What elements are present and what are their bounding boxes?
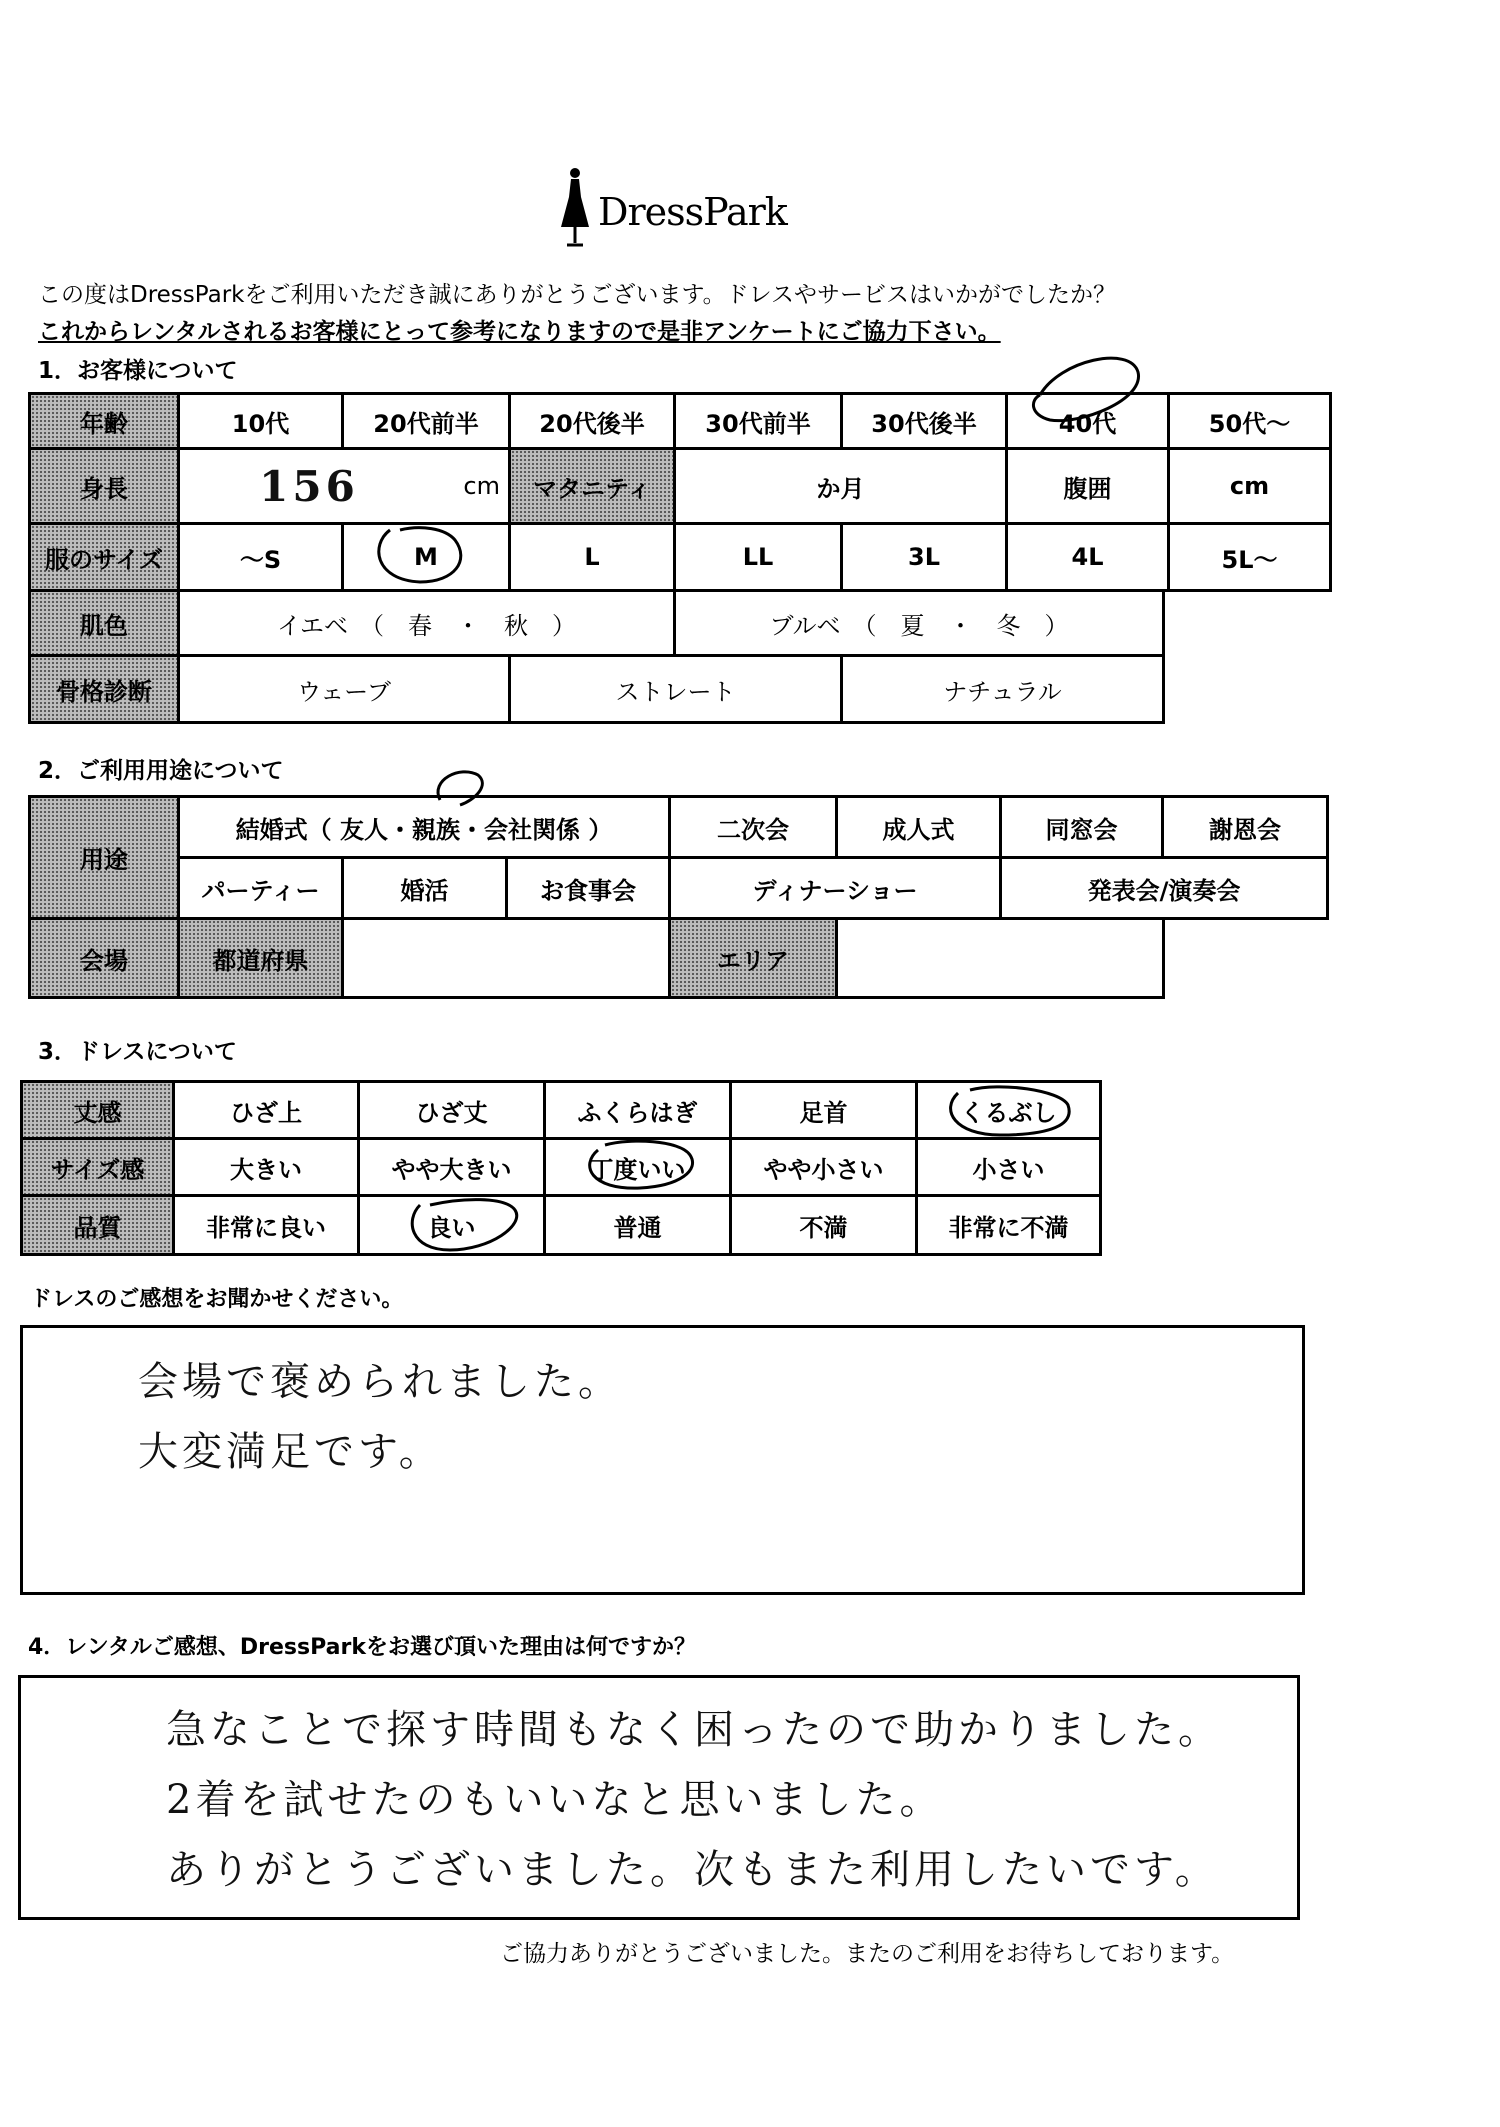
age-option[interactable]: 10代: [177, 392, 344, 450]
purpose-option[interactable]: 謝恩会: [1161, 795, 1329, 859]
purpose-option[interactable]: パーティー: [177, 856, 344, 920]
purpose-option[interactable]: 成人式: [835, 795, 1002, 859]
brand-name: DressPark: [598, 190, 787, 234]
size-option[interactable]: 4L: [1005, 522, 1170, 592]
maternity-label: マタニティ: [508, 447, 676, 525]
length-option[interactable]: ひざ丈: [357, 1080, 546, 1140]
size-option[interactable]: 3L: [840, 522, 1008, 592]
height-field[interactable]: [177, 447, 511, 525]
area-label: エリア: [668, 917, 838, 999]
area-field[interactable]: [835, 917, 1165, 999]
size-option[interactable]: 5L～: [1167, 522, 1332, 592]
size-option[interactable]: LL: [673, 522, 843, 592]
comment-line: 会場で褒められました。: [138, 1359, 622, 1405]
size-option[interactable]: L: [508, 522, 676, 592]
quality-option[interactable]: 非常に不満: [915, 1194, 1102, 1256]
waist-field[interactable]: [1167, 447, 1332, 525]
months-unit: か月: [816, 474, 865, 503]
length-option[interactable]: ひざ上: [172, 1080, 360, 1140]
quality-option-selected[interactable]: 良い: [357, 1194, 546, 1256]
fit-option[interactable]: 大きい: [172, 1137, 360, 1197]
height-label: 身長: [28, 447, 180, 525]
prefecture-field[interactable]: [341, 917, 671, 999]
intro-line-1: この度はDressParkをご利用いただき誠にありがとうございます。ドレスやサービスはいかがでしたか？: [38, 282, 1116, 308]
purpose-option[interactable]: ディナーショー: [668, 856, 1002, 920]
age-option[interactable]: 50代～: [1167, 392, 1332, 450]
age-label: 年齢: [28, 392, 180, 450]
frame-option[interactable]: ストレート: [508, 654, 843, 724]
age-option[interactable]: 20代前半: [341, 392, 511, 450]
quality-label: 品質: [20, 1194, 175, 1256]
purpose-label: 用途: [28, 795, 180, 920]
length-label: 丈感: [20, 1080, 175, 1140]
maternity-months-field[interactable]: [673, 447, 1008, 525]
quality-option[interactable]: 不満: [729, 1194, 918, 1256]
fit-option[interactable]: やや大きい: [357, 1137, 546, 1197]
answer-line: ありがとうございました。次もまた利用したいです。: [166, 1847, 1219, 1893]
age-option[interactable]: 30代前半: [673, 392, 843, 450]
comment-line: 大変満足です。: [138, 1429, 443, 1475]
reason-comment-box[interactable]: [18, 1675, 1300, 1920]
quality-option[interactable]: 非常に良い: [172, 1194, 360, 1256]
purpose-option[interactable]: 婚活: [341, 856, 508, 920]
purpose-option[interactable]: お食事会: [505, 856, 671, 920]
answer-line: 急なことで探す時間もなく困ったので助かりました。: [166, 1707, 1222, 1753]
section-3-title: 3．ドレスについて: [38, 1039, 237, 1065]
section-1-title: 1．お客様について: [38, 358, 238, 384]
height-unit: cm: [463, 472, 500, 500]
size-label: 服のサイズ: [28, 522, 180, 592]
frame-option[interactable]: ナチュラル: [840, 654, 1165, 724]
skin-cool-option[interactable]: ブルベ （ 夏 ・ 冬 ）: [673, 589, 1165, 657]
skin-label: 肌色: [28, 589, 180, 657]
purpose-wedding-option[interactable]: 結婚式（ 友人・親族・会社関係 ）: [177, 795, 671, 859]
skin-warm-option[interactable]: イエベ （ 春 ・ 秋 ）: [177, 589, 676, 657]
venue-label: 会場: [28, 917, 180, 999]
frame-label: 骨格診断: [28, 654, 180, 724]
length-option[interactable]: ふくらはぎ: [543, 1080, 732, 1140]
fit-label: サイズ感: [20, 1137, 175, 1197]
height-value: 156: [259, 461, 359, 511]
frame-option[interactable]: ウェーブ: [177, 654, 511, 724]
fit-option-selected[interactable]: 丁度いい: [543, 1137, 732, 1197]
length-option[interactable]: 足首: [729, 1080, 918, 1140]
prefecture-label: 都道府県: [177, 917, 344, 999]
intro-line-2: これからレンタルされるお客様にとって参考になりますので是非アンケートにご協力下さい。: [38, 319, 1001, 345]
quality-option[interactable]: 普通: [543, 1194, 732, 1256]
section-4-title: 4．レンタルご感想、DressParkをお選び頂いた理由は何ですか？: [28, 1635, 696, 1660]
length-option-selected[interactable]: くるぶし: [915, 1080, 1102, 1140]
age-option[interactable]: 30代後半: [840, 392, 1008, 450]
size-option[interactable]: ～S: [177, 522, 344, 592]
answer-line: 2着を試せたのもいいなと思いました。: [166, 1777, 944, 1823]
age-option[interactable]: 20代後半: [508, 392, 676, 450]
fit-option[interactable]: 小さい: [915, 1137, 1102, 1197]
section-2-title: 2．ご利用用途について: [38, 758, 284, 784]
purpose-option[interactable]: 発表会/演奏会: [999, 856, 1329, 920]
purpose-option[interactable]: 同窓会: [999, 795, 1164, 859]
fit-option[interactable]: やや小さい: [729, 1137, 918, 1197]
purpose-option[interactable]: 二次会: [668, 795, 838, 859]
size-option-selected[interactable]: M: [341, 522, 511, 592]
waist-unit: cm: [1229, 472, 1270, 500]
dress-comment-box[interactable]: [20, 1325, 1305, 1595]
footer-thanks: ご協力ありがとうございました。またのご利用をお待ちしております。: [500, 1941, 1235, 1967]
age-option-selected[interactable]: 40代: [1005, 392, 1170, 450]
comment-prompt: ドレスのご感想をお聞かせください。: [30, 1287, 404, 1312]
waist-label: 腹囲: [1005, 447, 1170, 525]
